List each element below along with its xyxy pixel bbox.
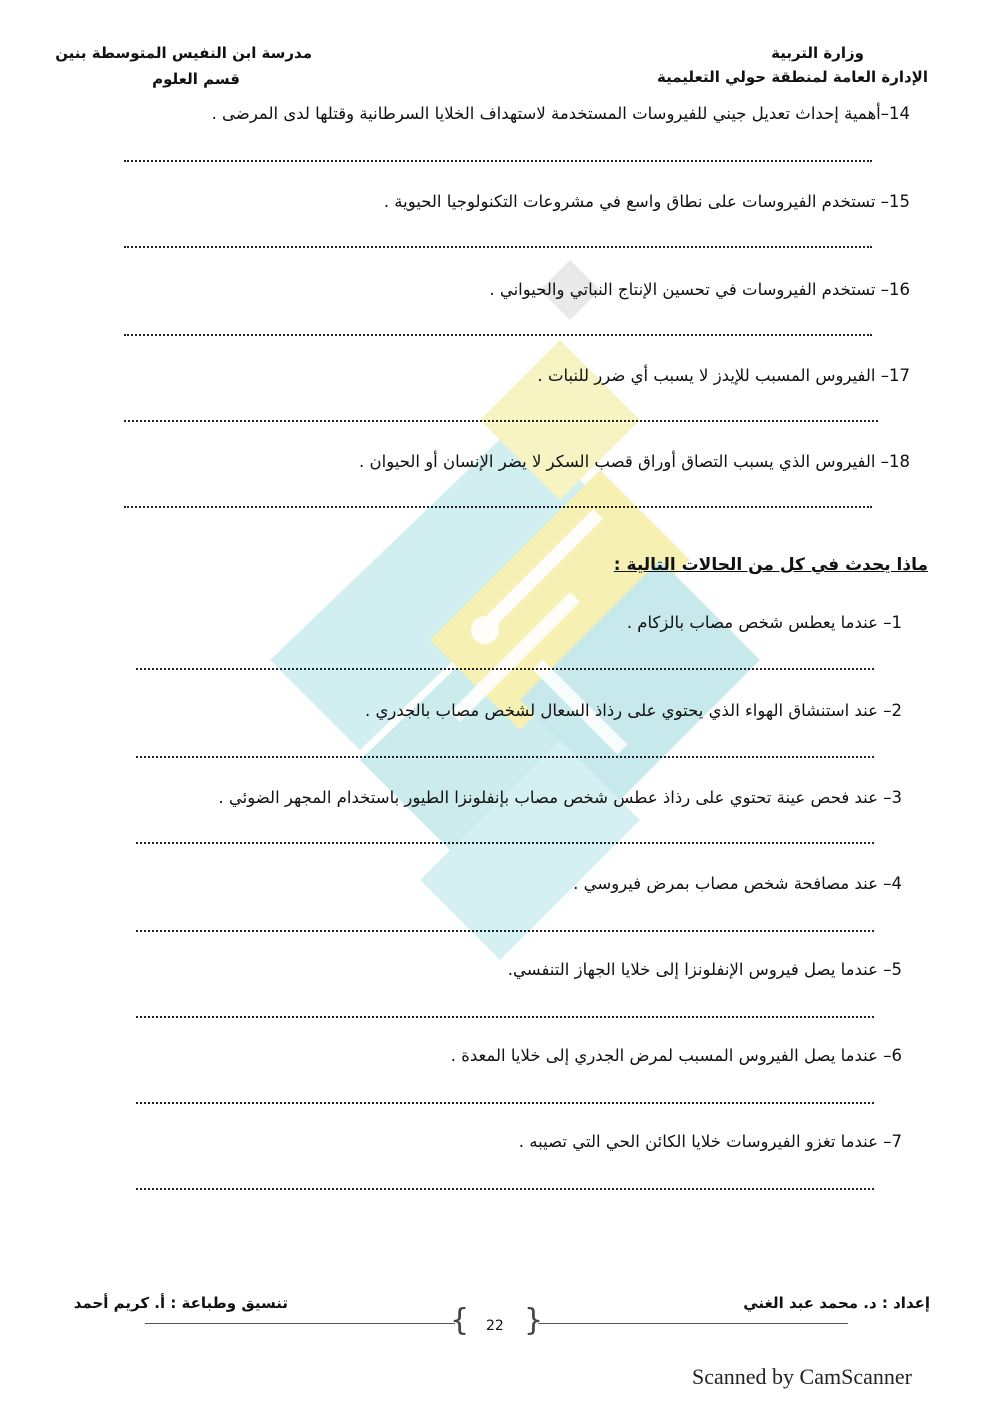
answer-line-case-3[interactable] (136, 842, 874, 844)
question-15: 15– تستخدم الفيروسات على نطاق واسع في مشروعات التكنولوجيا الحيوية . (383, 192, 910, 211)
case-3: 3– عند فحص عينة تحتوي على رذاذ عطس شخص مصاب بإنفلونزا الطيور باستخدام المجهر الضوئي . (218, 788, 902, 807)
answer-line-16[interactable] (124, 334, 872, 336)
page-bracket-right: } (524, 1303, 544, 1338)
case-2: 2– عند استنشاق الهواء الذي يحتوي على رذاذ السعال لشخص مصاب بالجدري . (364, 701, 902, 720)
footer-rule-right (538, 1323, 848, 1324)
section-title: ماذا يحدث في كل من الحالات التالية : (613, 555, 928, 575)
question-14: 14–أهمية إحداث تعديل جيني للفيروسات المستخدمة لاستهداف الخلايا السرطانية وقتلها لدى المرضى . (211, 104, 910, 123)
case-4: 4– عند مصافحة شخص مصاب بمرض فيروسي . (573, 874, 902, 893)
answer-line-case-5[interactable] (136, 1016, 874, 1018)
answer-line-case-2[interactable] (136, 756, 874, 758)
answer-line-case-6[interactable] (136, 1102, 874, 1104)
department-name: قسم العلوم (152, 70, 240, 88)
answer-line-15[interactable] (124, 246, 872, 248)
page-number: 22 (486, 1318, 504, 1334)
case-1: 1– عندما يعطس شخص مصاب بالزكام . (626, 613, 902, 632)
answer-line-case-7[interactable] (136, 1188, 874, 1190)
school-name: مدرسة ابن النفيس المتوسطة بنين (55, 44, 312, 62)
ministry-title: وزارة التربية (771, 44, 864, 62)
case-7: 7– عندما تغزو الفيروسات خلايا الكائن الحي التي تصيبه . (518, 1132, 902, 1151)
scanner-watermark-text: Scanned by CamScanner (692, 1364, 912, 1389)
answer-line-case-4[interactable] (136, 930, 874, 932)
answer-line-14[interactable] (124, 160, 872, 162)
answer-line-17[interactable] (124, 420, 878, 422)
question-16: 16– تستخدم الفيروسات في تحسين الإنتاج النباتي والحيواني . (489, 280, 910, 299)
question-17: 17– الفيروس المسبب للإيدز لا يسبب أي ضرر للنبات . (537, 366, 910, 385)
answer-line-18[interactable] (124, 506, 872, 508)
case-5: 5– عندما يصل فيروس الإنفلونزا إلى خلايا الجهاز التنفسي. (507, 960, 902, 979)
case-6: 6– عندما يصل الفيروس المسبب لمرض الجدري إلى خلايا المعدة . (450, 1046, 902, 1065)
administration-title: الإدارة العامة لمنطقة حولي التعليمية (656, 68, 928, 86)
question-18: 18– الفيروس الذي يسبب التصاق أوراق قصب السكر لا يضر الإنسان أو الحيوان . (359, 452, 910, 471)
answer-line-case-1[interactable] (136, 668, 874, 670)
prepared-by: إعداد : د. محمد عبد الغني (743, 1294, 930, 1312)
page-bracket-left: { (450, 1303, 470, 1338)
coordinated-by: تنسيق وطباعة : أ. كريم أحمد (73, 1294, 288, 1312)
footer-rule-left (145, 1323, 455, 1324)
